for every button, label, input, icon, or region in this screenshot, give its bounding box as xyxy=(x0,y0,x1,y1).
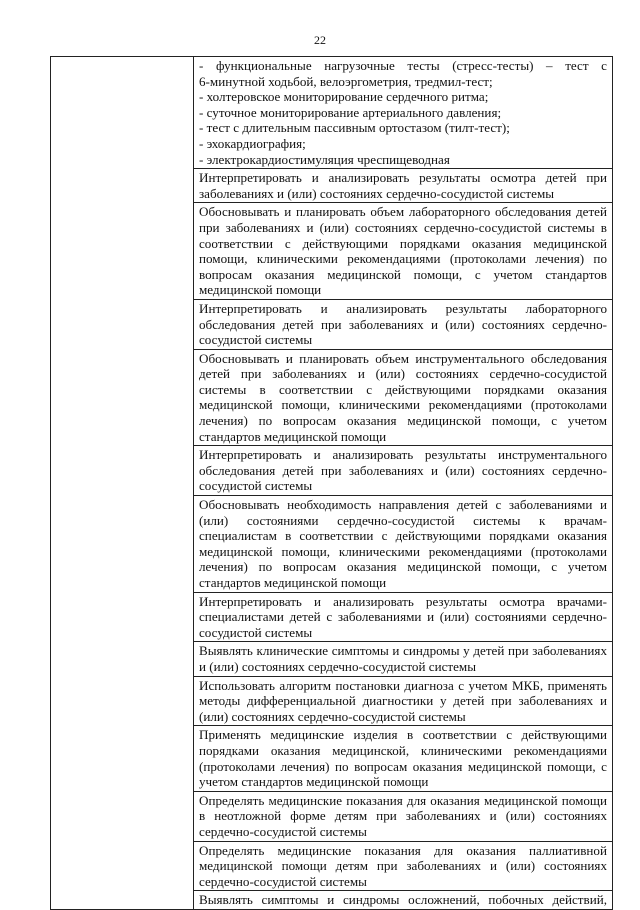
cell-text: Интерпретировать и анализировать результаты осмотра детей при заболеваниях и (или) состояниях сердечно-сосудистой системы xyxy=(199,170,607,201)
list-item: - электрокардиостимуляция чреспищеводная xyxy=(199,151,450,167)
empty-left-cell xyxy=(51,57,194,910)
cell-text: Определять медицинские показания для оказания медицинской помощи в неотложной форме детям при заболеваниях и (или) состояниях сердечно-сосудистой системы xyxy=(199,792,607,839)
table-cell xyxy=(194,57,613,169)
list-item: - тест с длительным пассивным ортостазом (тилт-тест); xyxy=(199,120,510,136)
table-cell xyxy=(194,791,613,841)
list-item: 6-минутной ходьбой, велоэргометрия, тредмил-тест; xyxy=(199,73,493,89)
cell-text: Применять медицинские изделия в соответствии с действующими порядками оказания медицинской, клиническими рекомендациями (протоколами лечения) по вопросам оказания медицинской помощи, с учетом стандартов медицинской помощи xyxy=(199,727,607,790)
table-cell xyxy=(194,203,613,300)
table-cell xyxy=(194,496,613,593)
cell-list xyxy=(194,57,612,168)
cell-text: Определять медицинские показания для оказания паллиативной медицинской помощи детям при заболеваниях и (или) состояниях сердечно-сосудистой системы xyxy=(199,842,607,889)
requirements-table xyxy=(50,56,613,910)
cell-text: Выявлять симптомы и синдромы осложнений, побочных действий, xyxy=(199,892,607,908)
list-item: - холтеровское мониторирование сердечного ритма; xyxy=(199,89,489,105)
table-cell xyxy=(194,349,613,446)
table-cell xyxy=(194,446,613,496)
cell-text: Интерпретировать и анализировать результаты лабораторного обследования детей при заболеваниях и (или) состояниях сердечно-сосудистой системы xyxy=(199,300,607,348)
table-cell xyxy=(194,299,613,349)
cell-text: Интерпретировать и анализировать результаты осмотра врачами-специалистами детей с заболеваниями и (или) состояниями сердечно-сосудистой системы xyxy=(199,593,607,640)
table-cell xyxy=(194,726,613,791)
cell-text: Обосновывать необходимость направления детей с заболеваниями и (или) состояниями сердечно-сосудистой системы к врачам-специалистам в соответствии с действующими порядками оказания медицинской помощи, клиническими рекомендациями (протоколами лечения) по вопросам оказания медицинской помощи, с учетом стандартов медицинской помощи xyxy=(199,497,607,590)
page-number: 22 xyxy=(314,33,326,47)
table-cell xyxy=(194,891,613,910)
list-item: - суточное мониторирование артериального давления; xyxy=(199,104,502,120)
cell-text: Обосновывать и планировать объем инструментального обследования детей при заболеваниях и (или) состояниях сердечно-сосудистой системы в соответствии с действующими порядками оказания медицинской помощи, клиническими рекомендациями (протоколами лечения) по вопросам оказания медицинской помощи, с учетом стандартов медицинской помощи xyxy=(199,350,607,444)
table-cell xyxy=(194,642,613,676)
cell-text: Использовать алгоритм постановки диагноза с учетом МКБ, применять методы дифференциальной диагностики у детей при заболеваниях и (или) состояниях сердечно-сосудистой системы xyxy=(199,677,607,724)
table-cell xyxy=(194,169,613,203)
cell-text: Выявлять клинические симптомы и синдромы у детей при заболеваниях и (или) состояниях сердечно-сосудистой системы xyxy=(199,643,607,674)
cell-text: Обосновывать и планировать объем лабораторного обследования детей при заболеваниях и (или) состояниях сердечно-сосудистой системы в соответствии с действующими порядками оказания медицинской помощи, клиническими рекомендациями (протоколами лечения) по вопросам оказания медицинской помощи, с учетом стандартов медицинской помощи xyxy=(199,204,607,298)
cell-text: Интерпретировать и анализировать результаты инструментального обследования детей при заболеваниях и (или) состояниях сердечно-сосудистой системы xyxy=(199,447,607,494)
table-row xyxy=(51,57,613,169)
table-cell xyxy=(194,841,613,891)
list-item: - эхокардиография; xyxy=(199,135,306,151)
table-cell xyxy=(194,676,613,726)
list-item: - функциональные нагрузочные тесты (стресс-тесты) – тест с xyxy=(199,58,607,73)
table-cell xyxy=(194,592,613,642)
